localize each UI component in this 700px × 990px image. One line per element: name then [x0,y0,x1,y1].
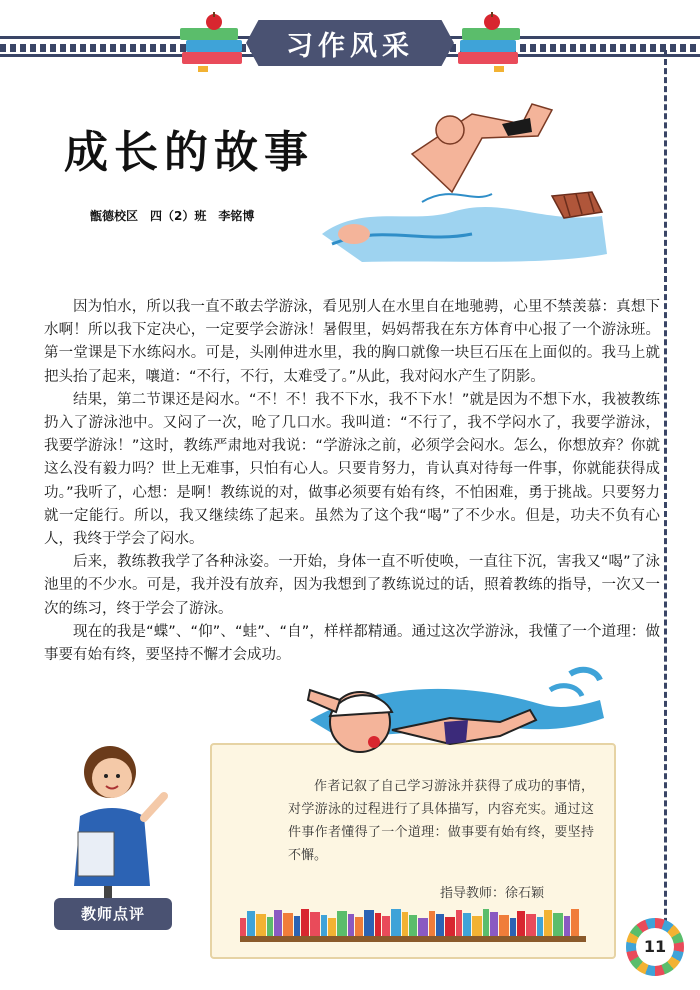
page-frame-dashed [664,50,667,960]
bookshelf-decoration [240,908,586,942]
books-apple-icon-right [452,12,526,72]
teacher-illustration [64,736,182,904]
section-title: 习作风采 [286,31,414,62]
article-paragraph: 现在的我是“蝶”、“仰”、“蛙”、“自”，样样都精通。通过这次学游泳，我懂了一个道理：做事要有始有终，要坚持不懈才会成功。 [44,623,660,664]
article-paragraph: 结果，第二节课还是闷水。“不！不！我不下水，我不下水！”就是因为不想下水，我被教练扔入了游泳池中。又闷了一次，呛了几口水。我叫道：“不行了，我不学闷水了，我要学游泳，我要学游泳！”这时，教练严肃地对我说：“学游泳之前，必须学会闷水。怎么，你想放弃？你就这么没有毅力吗？世上无难事，只怕有心人。只要肯努力，肯认真对待每一件事，你就能获得成功。”我听了，心想：是啊！教练说的对，做事必须要有始有终，不怕困难，勇于挑战。只要努力就一定能行。所以，我又继续练了起来。虽然为了这个我“喝”了不少水。但是，功夫不负有心人，我终于学会了闷水。 [44,391,660,548]
article-paragraph: 因为怕水，所以我一直不敢去学游泳，看见别人在水里自在地驰骋，心里不禁羡慕：真想下水啊！所以我下定决心，一定要学会游泳！暑假里，妈妈帮我在东方体育中心报了一个游泳班。第一堂课是下水练闷水。可是，头刚伸进水里，我的胸口就像一块巨石压在上面似的。我马上就把头抬了起来，嚷道：“不行，不行，太难受了。”从此，我对闷水产生了阴影。 [44,299,660,385]
teacher-comment-paragraph: 作者记叙了自己学习游泳并获得了成功的事情，对学游泳的过程进行了具体描写，内容充实。通过这件事作者懂得了一个道理：做事要有始有终，要坚持不懈。 [288,779,594,863]
books-apple-icon-left [176,12,250,72]
article-paragraph: 后来，教练教我学了各种泳姿。一开始，身体一直不听使唤，一直往下沉，害我又“喝”了泳池里的不少水。可是，我并没有放弃，因为我想到了教练说过的话，照着教练的指导，一次又一次的练习，终于学会了游泳。 [44,554,660,617]
article-byline: 甑德校区 四（2）班 李铭博 [90,209,255,223]
article-body [44,296,660,667]
teacher-signature: 指导教师：徐石颖 [440,886,545,901]
swimmer-illustration [300,660,620,770]
diving-boy-illustration [302,84,632,274]
teacher-comment-text [288,775,594,867]
page-number: 11 [636,928,674,966]
article-title: 成长的故事 [64,127,314,178]
teacher-comment-label: 教师点评 [80,905,145,923]
